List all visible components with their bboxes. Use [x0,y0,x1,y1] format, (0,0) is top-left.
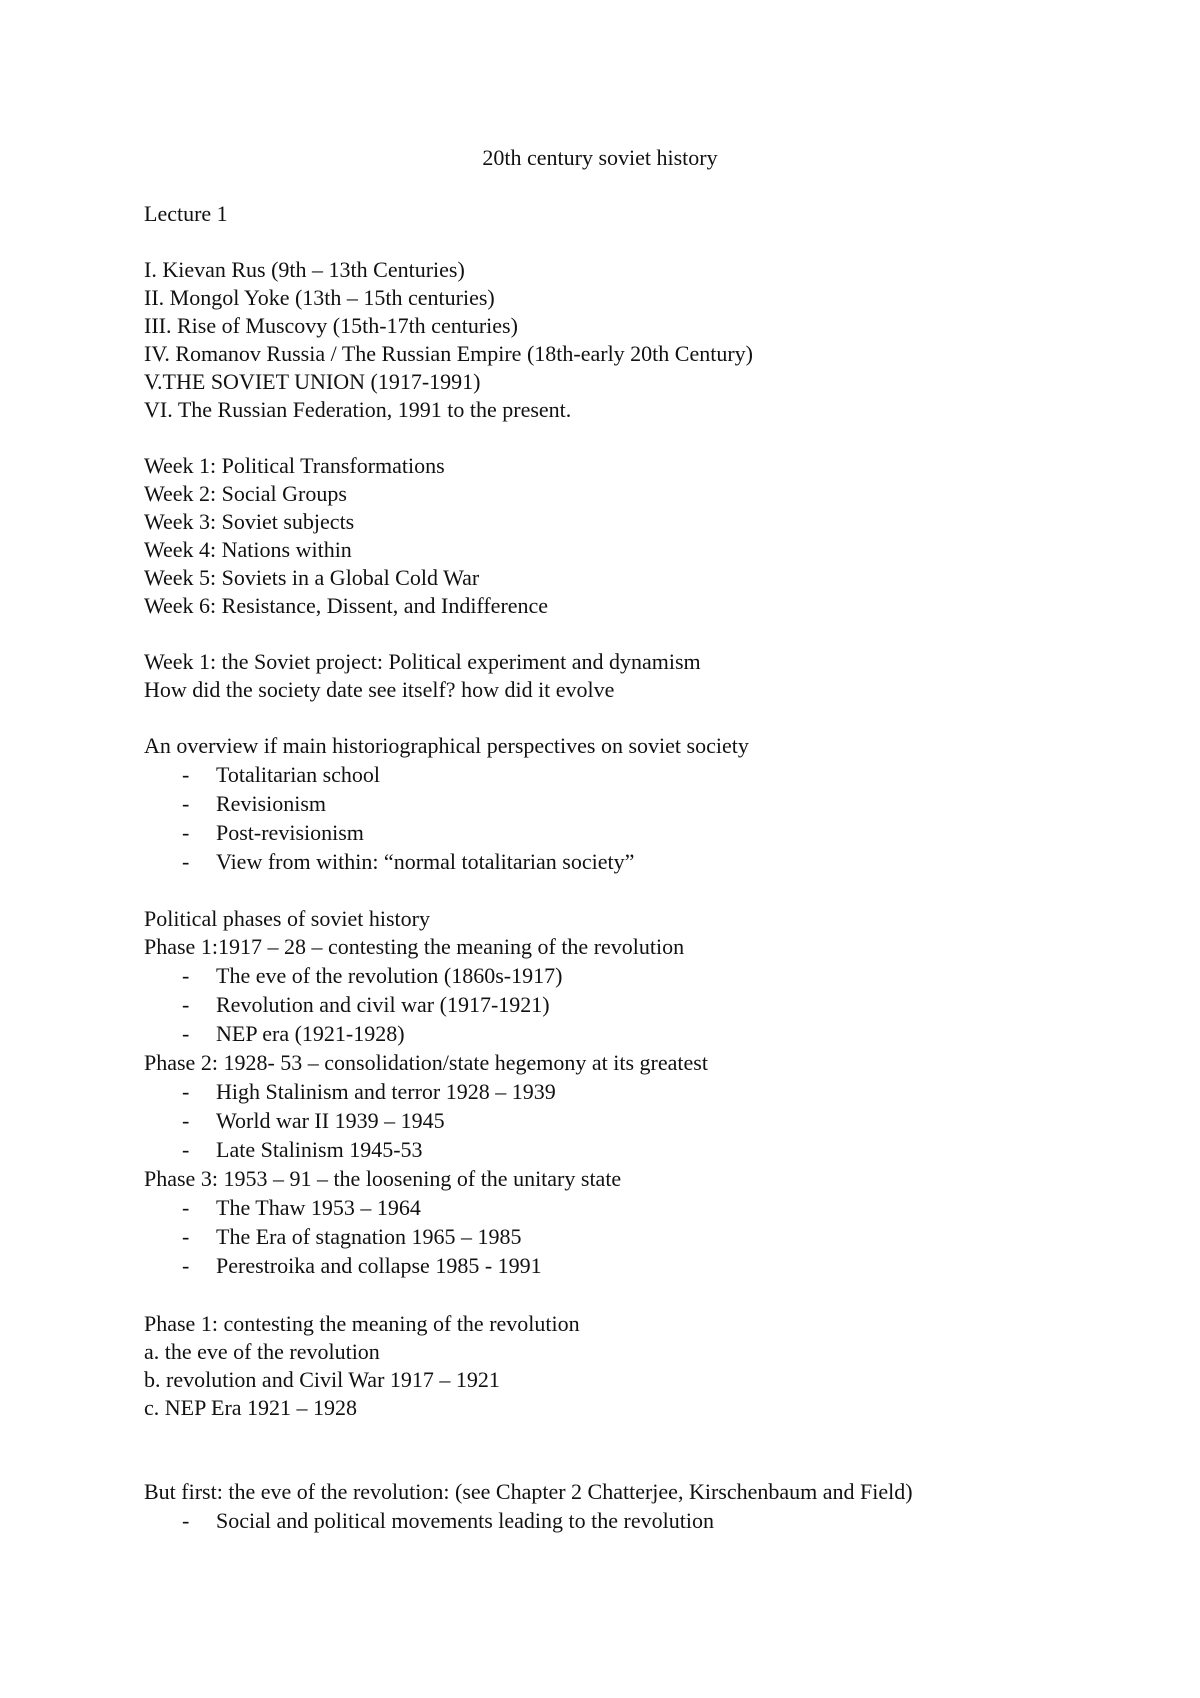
bullet-dash: - [182,1079,190,1104]
list-item-text: Totalitarian school [216,762,381,787]
list-item-text: Late Stalinism 1945-53 [216,1137,423,1162]
lecture-heading: Lecture 1 [144,201,228,226]
bullet-dash: - [182,963,190,988]
list-item [182,1107,445,1135]
phase1-detail-item: c. NEP Era 1921 – 1928 [144,1395,358,1420]
overview-heading: An overview if main historiographical perspectives on soviet society [144,733,749,758]
list-item [182,1223,522,1251]
bullet-dash: - [182,1021,190,1046]
list-item-text: View from within: “normal totalitarian society” [216,849,635,874]
list-item [182,1136,423,1164]
phases-heading: Political phases of soviet history [144,906,430,931]
week-item: Week 1: Political Transformations [144,453,445,478]
page-title: 20th century soviet history [482,145,718,170]
phase-heading: Phase 2: 1928- 53 – consolidation/state hegemony at its greatest [144,1050,708,1075]
bullet-dash: - [182,1108,190,1133]
period-item: IV. Romanov Russia / The Russian Empire (18th-early 20th Century) [144,341,753,366]
bullet-dash: - [182,1195,190,1220]
list-item [182,1078,556,1106]
list-item [182,1020,405,1048]
phase1-detail-heading: Phase 1: contesting the meaning of the revolution [144,1311,580,1336]
period-item: III. Rise of Muscovy (15th-17th centuries) [144,313,518,338]
list-item [182,991,550,1019]
bullet-dash: - [182,1137,190,1162]
list-item-text: NEP era (1921-1928) [216,1021,405,1046]
bullet-dash: - [182,1253,190,1278]
list-item [182,1194,421,1222]
list-item [182,761,380,789]
list-item [182,848,634,876]
phase-heading: Phase 1:1917 – 28 – contesting the meaning of the revolution [144,934,685,959]
bullet-dash: - [182,992,190,1017]
list-item-text: Post-revisionism [216,820,364,845]
list-item-text: Revolution and civil war (1917-1921) [216,992,550,1017]
list-item-text: Social and political movements leading to the revolution [216,1508,714,1533]
period-item: I. Kievan Rus (9th – 13th Centuries) [144,257,465,282]
list-item-text: The eve of the revolution (1860s-1917) [216,963,563,988]
week-item: Week 5: Soviets in a Global Cold War [144,565,480,590]
week-item: Week 4: Nations within [144,537,352,562]
bullet-dash: - [182,820,190,845]
bullet-dash: - [182,1508,190,1533]
list-item [182,1507,714,1535]
list-item-text: The Era of stagnation 1965 – 1985 [216,1224,522,1249]
list-item [182,790,326,818]
period-item: VI. The Russian Federation, 1991 to the present. [144,397,572,422]
week1-heading: Week 1: the Soviet project: Political experiment and dynamism [144,649,701,674]
list-item [182,1252,542,1280]
period-item: II. Mongol Yoke (13th – 15th centuries) [144,285,495,310]
bullet-dash: - [182,1224,190,1249]
first-heading: But first: the eve of the revolution: (see Chapter 2 Chatterjee, Kirschenbaum and Field) [144,1479,913,1504]
list-item [182,962,562,990]
phase1-detail-item: b. revolution and Civil War 1917 – 1921 [144,1367,500,1392]
week-item: Week 6: Resistance, Dissent, and Indifference [144,593,549,618]
week-item: Week 2: Social Groups [144,481,347,506]
list-item-text: World war II 1939 – 1945 [216,1108,445,1133]
list-item-text: High Stalinism and terror 1928 – 1939 [216,1079,556,1104]
bullet-dash: - [182,791,190,816]
list-item-text: Perestroika and collapse 1985 - 1991 [216,1253,542,1278]
week-item: Week 3: Soviet subjects [144,509,355,534]
bullet-dash: - [182,762,190,787]
phase-heading: Phase 3: 1953 – 91 – the loosening of the unitary state [144,1166,622,1191]
week1-question: How did the society date see itself? how did it evolve [144,677,615,702]
list-item-text: Revisionism [216,791,327,816]
list-item [182,819,364,847]
bullet-dash: - [182,849,190,874]
list-item-text: The Thaw 1953 – 1964 [216,1195,421,1220]
phase1-detail-item: a. the eve of the revolution [144,1339,380,1364]
period-item: V.THE SOVIET UNION (1917-1991) [144,369,481,394]
